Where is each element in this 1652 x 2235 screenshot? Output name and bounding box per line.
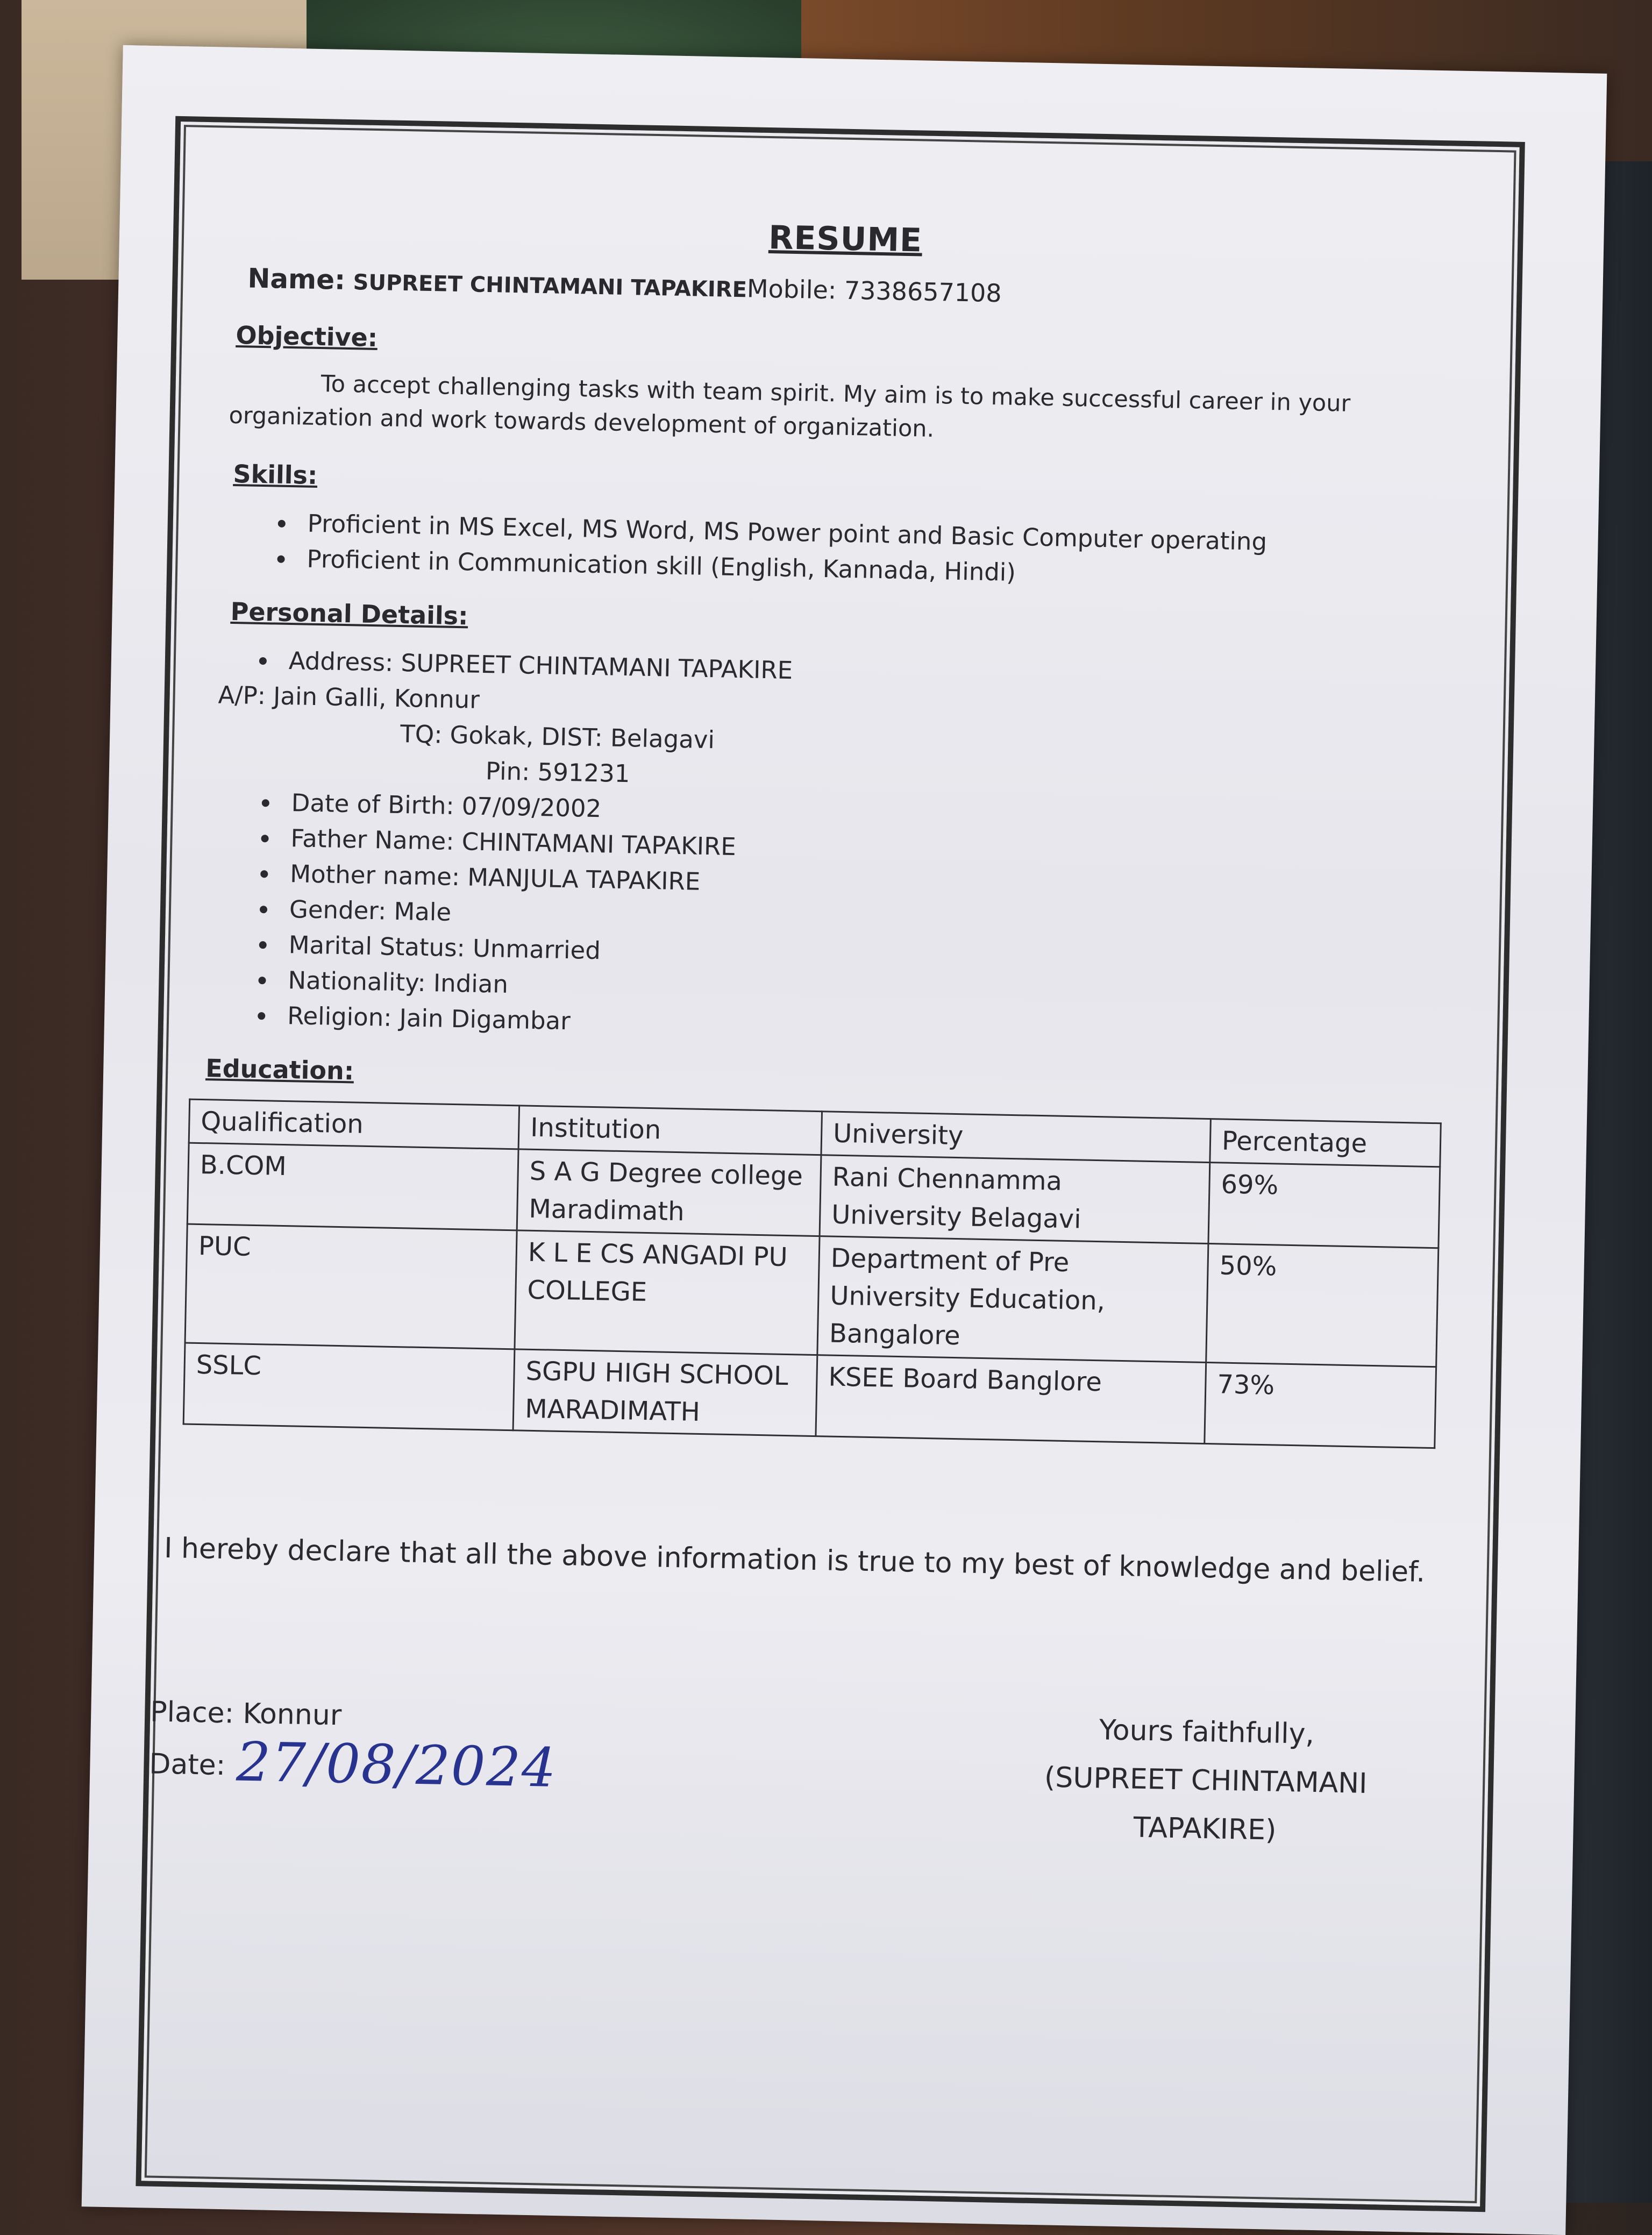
table-cell: SSLC [183,1343,515,1430]
signature-footer [148,1689,1436,1847]
table-row [185,1224,1439,1367]
skills-list [220,504,1458,599]
personal-detail-item: • Mother name: MANJULA TAPAKIRE [279,856,1452,914]
signatory-name: (SUPREET CHINTAMANI TAPAKIRE) [1044,1761,1368,1847]
address-line-3: TQ: Gokak, DIST: Belagavi [400,720,715,755]
personal-detail-item: • Gender: Male [278,892,1451,950]
education-table [183,1099,1442,1449]
page-title: RESUME [768,218,923,260]
column-header: Qualification [189,1099,519,1149]
address-item: • Address: SUPREET CHINTAMANI TAPAKIRE [277,643,1456,701]
personal-details-heading: Personal Details: [230,596,468,631]
table-cell: Rani Chennamma University Belagavi [820,1155,1210,1244]
table-cell: KSEE Board Banglore [816,1355,1206,1444]
declaration-text: I hereby declare that all the above information is true to my best of knowledge and belief. [163,1532,1426,1589]
table-cell: SGPU HIGH SCHOOL MARADIMATH [513,1349,817,1436]
objective-text: To accept challenging tasks with team spirit. My aim is to make successful career in your organization and work towards development of organization. [229,371,1351,443]
address-line-4: Pin: 591231 [485,757,630,788]
table-cell: B.COM [187,1143,518,1230]
resume-content [148,209,1464,1847]
table-cell: S A G Degree college Maradimath [517,1149,821,1236]
personal-detail-item: • Marital Status: Unmarried [277,927,1450,985]
closing-block [976,1704,1436,1857]
handwritten-date: 27/08/2024 [236,1730,558,1799]
candidate-name: SUPREET CHINTAMANI TAPAKIRE [353,270,747,303]
date-label: Date: [148,1748,226,1782]
objective-heading: Objective: [236,321,378,353]
table-cell: K L E CS ANGADI PU COLLEGE [515,1230,820,1355]
personal-detail-item: • Nationality: Indian [277,963,1450,1021]
date-line [148,1730,558,1799]
table-cell: 73% [1205,1362,1436,1448]
mobile-number: Mobile: 7338657108 [746,274,1002,308]
skill-item: • Proficient in MS Excel, MS Word, MS Power point and Basic Computer operating [296,506,1458,563]
skills-heading: Skills: [233,459,318,490]
table-cell: PUC [185,1224,517,1349]
resume-paper [82,45,1607,2235]
table-cell: 50% [1206,1244,1439,1367]
personal-detail-item: • Father Name: CHINTAMANI TAPAKIRE [280,821,1452,879]
table-cell: 69% [1208,1163,1440,1248]
skill-item: • Proficient in Communication skill (English, Kannada, Hindi) [296,541,1458,599]
personal-details-list [212,784,1453,1056]
education-heading: Education: [205,1054,354,1086]
table-cell: Department of Pre University Education, Bangalore [817,1236,1208,1363]
place-text: Place: Konnur [149,1696,342,1732]
personal-detail-item: • Religion: Jain Digambar [276,998,1449,1056]
name-label: Name: [247,262,346,296]
column-header: Percentage [1210,1119,1441,1167]
address-line-2: A/P: Jain Galli, Konnur [218,680,480,714]
column-header: Institution [518,1106,822,1155]
name-line [247,262,1463,317]
column-header: University [821,1112,1210,1163]
closing-text: Yours faithfully, [1099,1714,1315,1750]
place-date-block [148,1688,559,1799]
personal-detail-item: • Date of Birth: 07/09/2002 [280,785,1453,843]
